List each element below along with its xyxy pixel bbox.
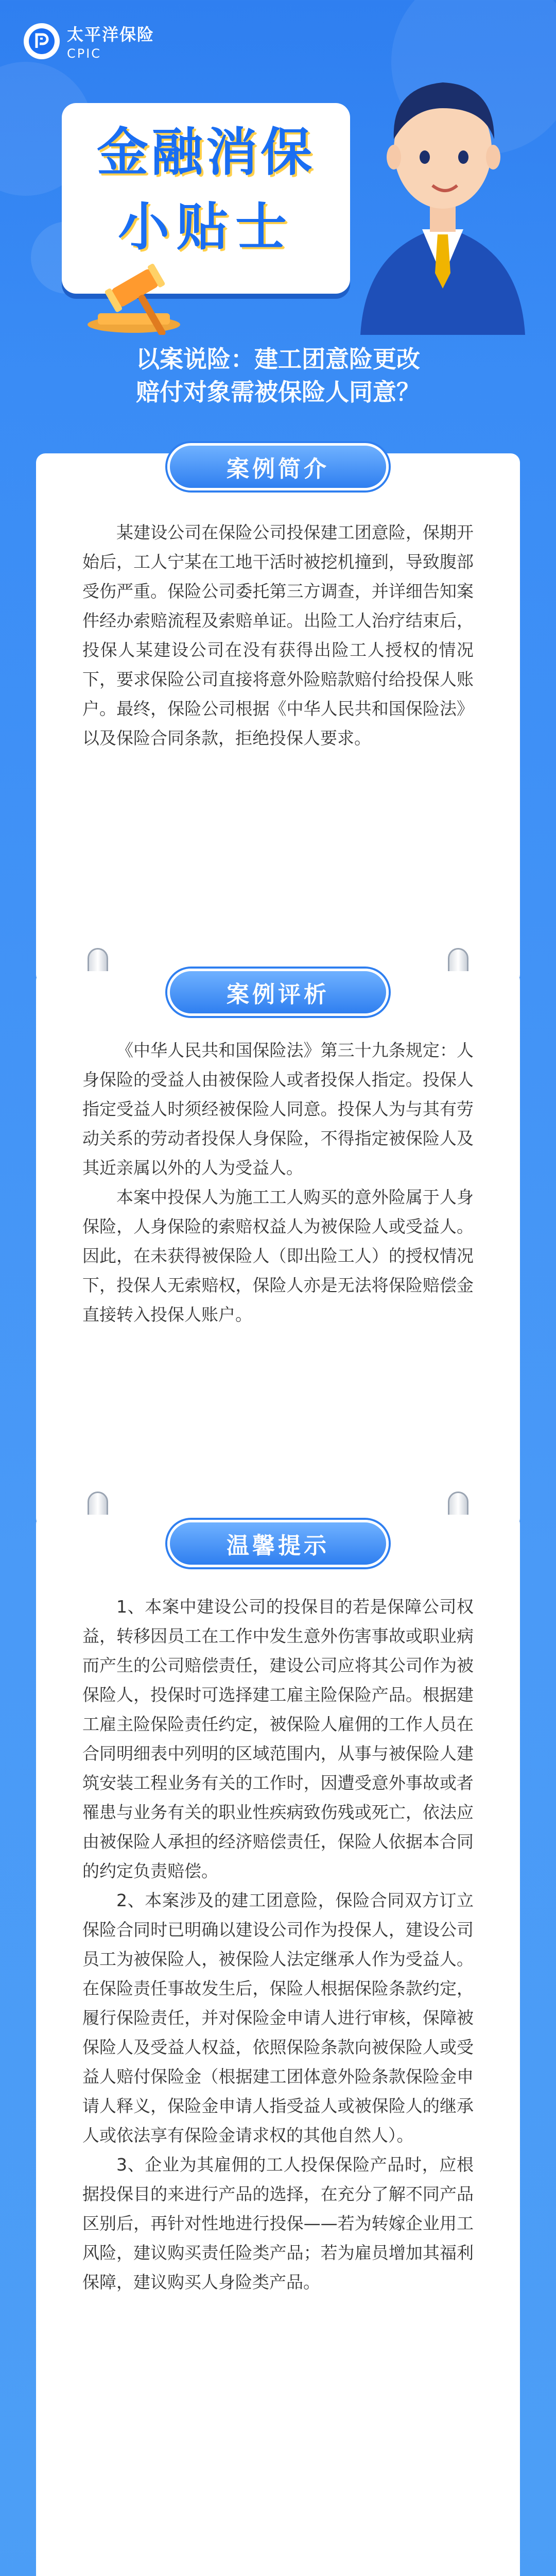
article-subtitle [51,343,505,409]
warm-tips-body [82,1592,474,2297]
brand-name-en: CPIC [67,46,102,61]
case-analysis-body [82,1036,474,1329]
paragraph: 1、本案中建设公司的投保目的若是保障公司权益，转移因员工在工作中发生意外伤害事故或职业病而产生的公司赔偿责任，建设公司应将其公司作为被保险人，投保时可选择建工雇主险保险产品。根据建工雇主险保险责任约定，被保险人雇佣的工作人员在合同明细表中列明的区域范围内，从事与被保险人建筑安装工程业务有关的工作时，因遭受意外事故或者罹患与业务有关的职业性疾病致伤残或死亡，依法应由被保险人承担的经济赔偿责任，保险人依据本合同的约定负责赔偿。 [82,1597,474,1881]
warm-tips-heading: 温馨提示 [167,1520,389,1567]
paragraph: 2、本案涉及的建工团意险，保险合同双方订立保险合同时已明确以建设公司作为投保人，建设公司员工为被保险人，被保险人法定继承人作为受益人。在保险责任事故发生后，保险人根据保险条款约定，履行保险责任，并对保险金申请人进行审核，保障被保险人及受益人权益，依照保险条款向被保险人或受益人赔付保险金（根据建工团体意外险条款保险金申请人释义，保险金申请人指受益人或被保险人的继承人或依法享有保险金请求权的其他自然人）。 [82,1890,474,2145]
case-analysis-heading: 案例评析 [167,969,389,1016]
paragraph: 本案中投保人为施工工人购买的意外险属于人身保险，人身保险的索赔权益人为被保险人或受益人。因此，在未获得被保险人（即出险工人）的授权情况下，投保人无索赔权，保险人亦是无法将保险赔偿金直接转入投保人账户。 [82,1187,474,1325]
brand-name-cn: 太平洋保险 [67,25,155,44]
advisor-illustration [340,31,546,335]
case-intro-body [82,518,474,753]
case-intro-card [36,453,520,984]
title-line1: 金融消保 [97,122,315,182]
title-line2: 小贴士 [118,197,294,257]
paragraph: 某建设公司在保险公司投保建工团意险，保期开始后，工人宁某在工地干活时被挖机撞到，导致腹部受伤严重。保险公司委托第三方调查，并详细告知案件经办索赔流程及索赔单证。出险工人治疗结束后，投保人某建设公司在没有获得出险工人授权的情况下，要求保险公司直接将意外险赔款赔付给投保人账户。最终，保险公司根据《中华人民共和国保险法》以及保险合同条款，拒绝投保人要求。 [82,522,474,748]
brand-logo [24,22,154,61]
case-intro-heading: 案例简介 [167,443,389,490]
paragraph: 《中华人民共和国保险法》第三十九条规定：人身保险的受益人由被保险人或者投保人指定。投保人指定受益人时须经被保险人同意。投保人为与其有劳动关系的劳动者投保人身保险，不得指定被保险人及其近亲属以外的人为受益人。 [82,1040,474,1178]
warm-tips-card [36,1515,520,2576]
cpic-logo-icon [24,23,60,59]
subtitle-line2: 赔付对象需被保险人同意？ [136,378,420,406]
case-analysis-card [36,971,520,1528]
paragraph: 3、企业为其雇佣的工人投保保险产品时，应根据投保目的来进行产品的选择，在充分了解不同产品区别后，再针对性地进行投保——若为转嫁企业用工风险，建议购买责任险类产品；若为雇员增加其福利保障，建议购买人身险类产品。 [82,2155,474,2292]
gavel-illustration [77,252,206,335]
subtitle-line1: 以案说险：建工团意险更改 [136,345,420,373]
